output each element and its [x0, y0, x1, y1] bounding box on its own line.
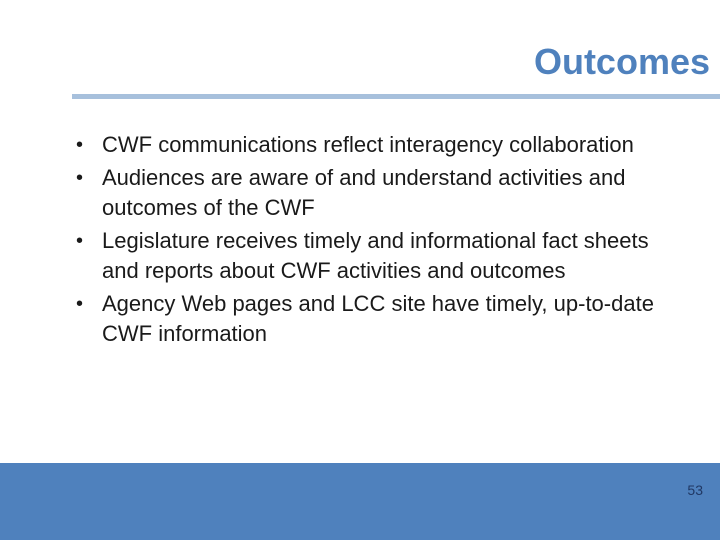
- page-number: 53: [687, 482, 703, 498]
- footer-band: [0, 463, 720, 540]
- bullet-dot-icon: •: [76, 293, 84, 315]
- bullet-item: [73, 163, 673, 223]
- bullet-item: [73, 130, 673, 160]
- bullet-text: CWF communications reflect interagency collaboration: [102, 132, 634, 157]
- bullet-dot-icon: •: [76, 230, 84, 252]
- bullet-dot-icon: •: [76, 167, 84, 189]
- bullet-dot-icon: •: [76, 134, 84, 156]
- slide-title: Outcomes: [533, 41, 710, 82]
- bullet-text: Agency Web pages and LCC site have timely, up-to-date CWF information: [102, 291, 654, 346]
- bullet-text: Legislature receives timely and informational fact sheets and reports about CWF activities and outcomes: [102, 228, 649, 283]
- bullet-item: [73, 289, 673, 349]
- bullet-item: [73, 226, 673, 286]
- bullet-text: Audiences are aware of and understand activities and outcomes of the CWF: [102, 165, 626, 220]
- bullet-list: [73, 130, 673, 352]
- title-underline-divider: [72, 94, 720, 99]
